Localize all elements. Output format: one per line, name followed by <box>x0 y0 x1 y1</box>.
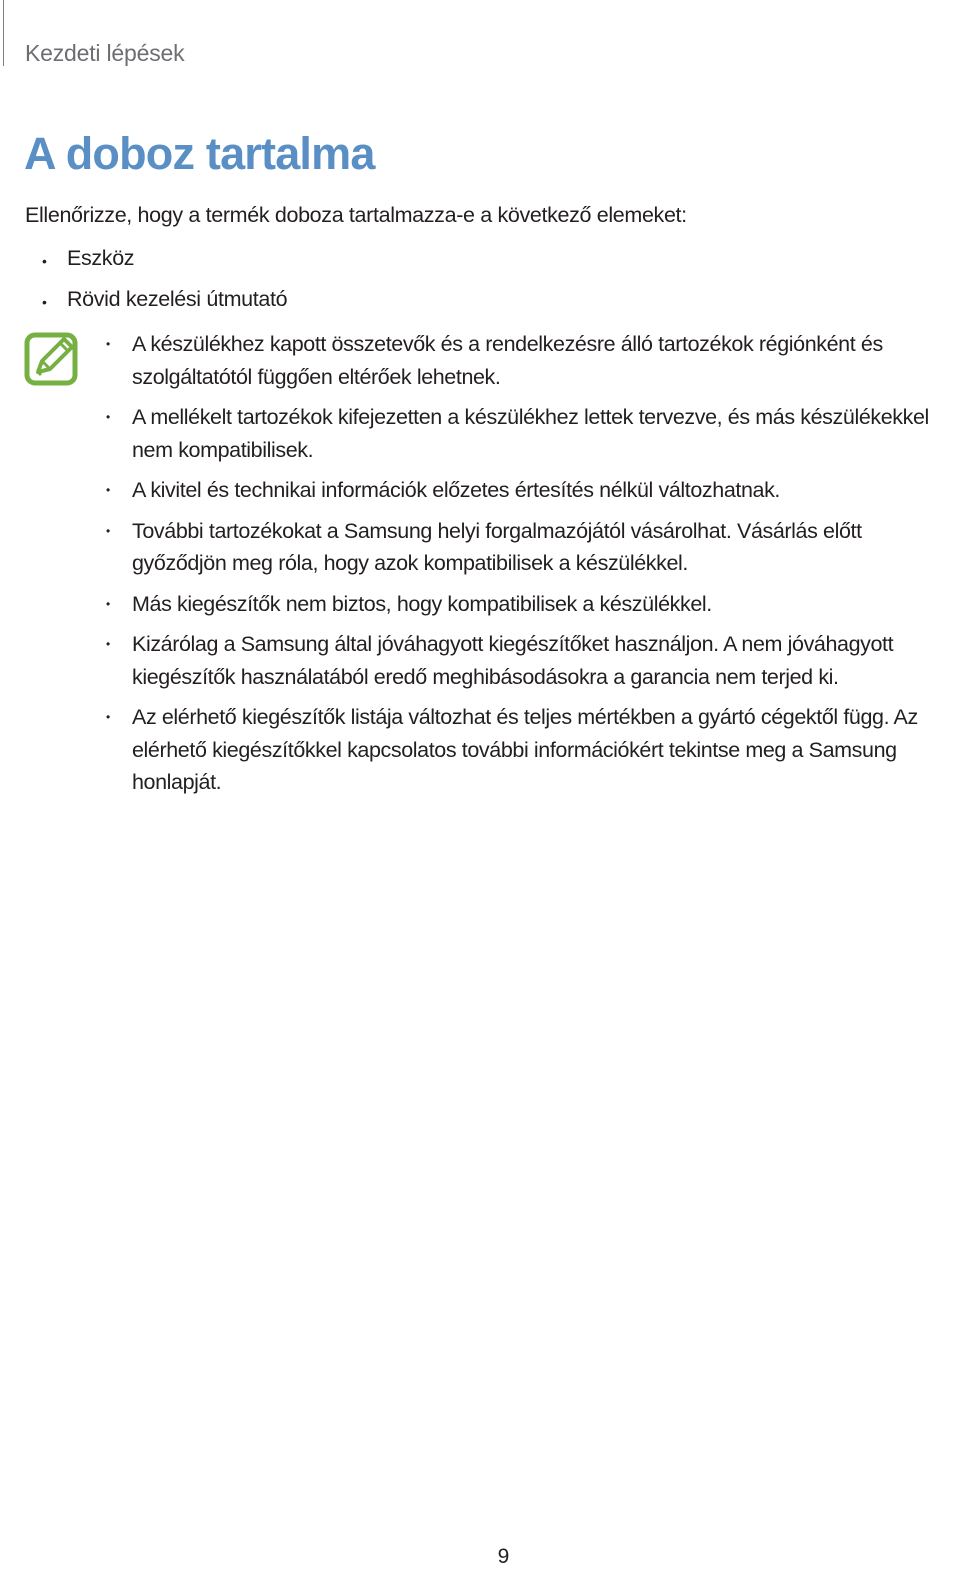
note-text: Az elérhető kiegészítők listája változhat és teljes mértékben a gyártó cégektől függ. Az elérhető kiegészítőkkel kapcsolatos további információkért tekintse meg a Samsung honlapját. <box>132 705 918 794</box>
note-text: Kizárólag a Samsung által jóváhagyott kiegészítőket használjon. A nem jóváhagyott kiegészítők használatából eredő meghibásodásokra a garancia nem terjed ki. <box>132 632 894 689</box>
note-text: Más kiegészítők nem biztos, hogy kompatibilisek a készülékkel. <box>132 591 712 616</box>
running-header: Kezdeti lépések <box>25 40 185 66</box>
notes-list <box>107 328 960 807</box>
list-item <box>107 401 960 466</box>
intro-text: Ellenőrizze, hogy a termék doboza tartalmazza-e a következő elemeket: <box>25 203 687 227</box>
list-item <box>107 515 960 580</box>
bullet: • <box>106 337 110 351</box>
page-number: 9 <box>497 1545 510 1568</box>
note-text: További tartozékokat a Samsung helyi forgalmazójától vásárolhat. Vásárlás előtt győződjön meg róla, hogy azok kompatibilisek a készülékkel. <box>132 518 862 575</box>
bullet: • <box>106 710 110 724</box>
margin-rule <box>3 0 4 66</box>
list-item <box>25 246 287 287</box>
bullet: • <box>42 253 47 269</box>
note-text: A készülékhez kapott összetevők és a rendelkezésre álló tartozékok régiónként és szolgáltatótól függően eltérőek lehetnek. <box>132 332 883 389</box>
list-item-text: Eszköz <box>67 246 135 270</box>
list-item <box>107 588 960 621</box>
bullet: • <box>42 294 47 310</box>
list-item <box>107 474 960 507</box>
page-title: A doboz tartalma <box>24 128 375 179</box>
bullet: • <box>106 637 110 651</box>
box-contents-list <box>25 246 287 328</box>
bullet: • <box>106 483 110 497</box>
list-item-text: Rövid kezelési útmutató <box>67 287 288 311</box>
note-text: A mellékelt tartozékok kifejezetten a készülékhez lettek tervezve, és más készülékekkel nem kompatibilisek. <box>132 405 929 462</box>
note-pencil-icon <box>24 331 80 387</box>
list-item <box>107 701 960 799</box>
bullet: • <box>106 410 110 424</box>
bullet: • <box>106 523 110 538</box>
bullet: • <box>106 596 110 611</box>
list-item <box>25 287 287 328</box>
list-item <box>107 628 960 693</box>
list-item <box>107 328 960 393</box>
note-text: A kivitel és technikai információk előzetes értesítés nélkül változhatnak. <box>132 478 780 502</box>
